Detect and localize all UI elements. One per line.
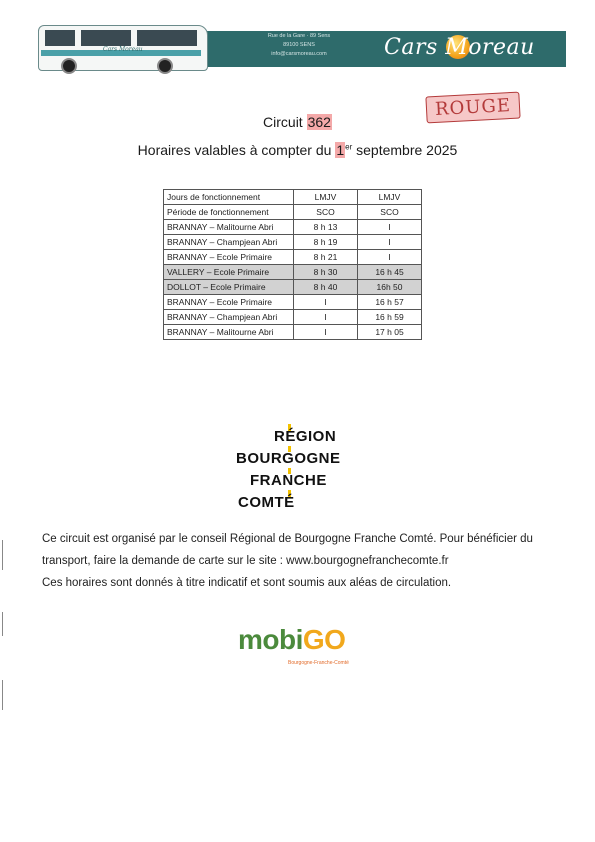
header-cell: SCO	[358, 205, 422, 220]
time-cell: 16h 50	[358, 280, 422, 295]
table-row	[164, 250, 422, 265]
bus-window	[137, 30, 197, 46]
cars-moreau-logo	[378, 31, 566, 67]
mobigo-part-go: GO	[302, 624, 346, 655]
bus-image	[38, 25, 208, 71]
time-cell: I	[358, 220, 422, 235]
company-address	[234, 32, 364, 59]
validity-ordinal: er	[345, 142, 353, 152]
region-logo-line: COMTÉ	[238, 494, 295, 511]
stop-name: BRANNAY – Ecole Primaire	[164, 250, 294, 265]
time-cell: 17 h 05	[358, 325, 422, 340]
mobigo-logo	[238, 624, 378, 674]
bus-logo-text: Cars Moreau	[103, 46, 143, 53]
table-row	[164, 235, 422, 250]
region-logo-line: BOURGOGNE	[236, 450, 341, 467]
region-logo	[236, 428, 356, 518]
time-cell: I	[358, 250, 422, 265]
validity-line	[0, 142, 595, 158]
table-row	[164, 280, 422, 295]
mobigo-tagline: Bourgogne-Franche-Comté	[288, 660, 349, 666]
stop-name: BRANNAY – Ecole Primaire	[164, 295, 294, 310]
time-cell: 8 h 30	[294, 265, 358, 280]
circuit-label: Circuit	[263, 114, 303, 130]
scan-margin-mark	[2, 612, 3, 636]
table-row	[164, 310, 422, 325]
time-cell: I	[294, 295, 358, 310]
address-line: Rue de la Gare · 89 Sens	[267, 33, 331, 39]
brand-name: Cars Moreau	[384, 35, 535, 60]
validity-day: 1	[336, 142, 345, 158]
stop-name: BRANNAY – Champjean Abri	[164, 235, 294, 250]
validity-suffix: septembre 2025	[352, 142, 458, 158]
table-header-row	[164, 205, 422, 220]
header-banner	[38, 25, 566, 71]
time-cell: I	[358, 235, 422, 250]
header-cell: LMJV	[294, 190, 358, 205]
scan-margin-mark	[2, 680, 3, 710]
bus-wheel	[157, 58, 173, 74]
time-cell: 8 h 13	[294, 220, 358, 235]
header-cell: Période de fonctionnement	[164, 205, 294, 220]
table-row	[164, 220, 422, 235]
time-cell: 16 h 59	[358, 310, 422, 325]
table-row	[164, 295, 422, 310]
route-color-stamp: ROUGE	[425, 92, 520, 124]
table-header-row	[164, 190, 422, 205]
address-line: info@carsmoreau.com	[271, 51, 327, 57]
time-cell: 8 h 21	[294, 250, 358, 265]
scan-margin-mark	[2, 540, 3, 570]
validity-prefix: Horaires valables à compter du	[137, 142, 336, 158]
time-cell: 16 h 45	[358, 265, 422, 280]
time-cell: I	[294, 325, 358, 340]
header-cell: Jours de fonctionnement	[164, 190, 294, 205]
bus-window	[45, 30, 75, 46]
address-line: 89100 SENS	[283, 42, 315, 48]
header-cell: LMJV	[358, 190, 422, 205]
stop-name: DOLLOT – Ecole Primaire	[164, 280, 294, 295]
region-logo-line: RÉGION	[274, 428, 337, 445]
time-cell: I	[294, 310, 358, 325]
time-cell: 8 h 40	[294, 280, 358, 295]
table-row	[164, 325, 422, 340]
stop-name: VALLERY – Ecole Primaire	[164, 265, 294, 280]
stop-name: BRANNAY – Champjean Abri	[164, 310, 294, 325]
mobigo-part-mobi: mobi	[238, 624, 303, 655]
stop-name: BRANNAY – Malitourne Abri	[164, 325, 294, 340]
table-row	[164, 265, 422, 280]
time-cell: 16 h 57	[358, 295, 422, 310]
header-cell: SCO	[294, 205, 358, 220]
region-logo-line: FRANCHE	[250, 472, 327, 489]
time-cell: 8 h 19	[294, 235, 358, 250]
bus-wheel	[61, 58, 77, 74]
mobigo-wordmark	[238, 624, 345, 656]
timetable	[163, 189, 422, 340]
bus-window	[81, 30, 131, 46]
circuit-number: 362	[307, 114, 331, 130]
organisation-paragraph: Ce circuit est organisé par le conseil Régional de Bourgogne Franche Comté. Pour bénéficier du transport, faire la demande de carte sur le site : www.bourgognefranchecomte.fr	[42, 533, 533, 567]
disclaimer-paragraph: Ces horaires sont donnés à titre indicatif et sont soumis aux aléas de circulation.	[42, 577, 452, 589]
stop-name: BRANNAY – Malitourne Abri	[164, 220, 294, 235]
